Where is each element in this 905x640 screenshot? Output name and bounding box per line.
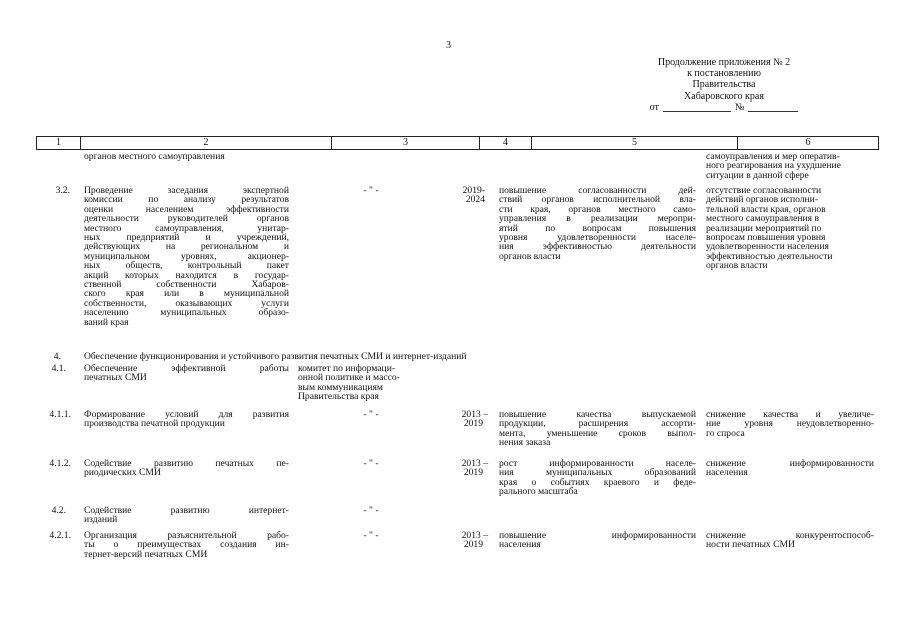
text-line: ния эффективностью деятельности	[499, 241, 696, 253]
text-line: оценки населением эффективности	[84, 203, 289, 215]
text-line: печатных СМИ	[84, 372, 147, 384]
text-line: повышение согласованности дей-	[499, 185, 696, 196]
text-line: населению муниципальных образо-	[84, 307, 289, 319]
number-blank	[748, 102, 798, 112]
text-line: 2013 –	[461, 458, 488, 469]
text-line: снижение конкурентоспособ-	[706, 530, 874, 541]
header-line-1: Продолжение приложения № 2	[657, 57, 791, 68]
text-line: риодических СМИ	[84, 467, 161, 479]
text-line: повышение качества выпускаемой	[499, 409, 696, 420]
header-line-3: Правительства	[692, 79, 756, 91]
row-title	[84, 531, 289, 559]
date-blank	[663, 102, 731, 112]
text-line: изданий	[84, 514, 118, 526]
text-line: Формирование условий для развития	[84, 409, 289, 420]
text-line: акций которых находится в государ-	[84, 269, 289, 281]
row-title: Обеспечение функционирования и устойчивого развития печатных СМИ и интернет-изданий	[84, 351, 467, 362]
row-title	[84, 459, 289, 478]
text-line: рост информированности населе-	[499, 458, 696, 469]
text-line: повышение информированности	[499, 530, 696, 541]
text-line: удовлетворенности населения	[706, 241, 829, 253]
text-line: комитет по информаци-	[298, 363, 396, 374]
text-line: ваний края	[84, 316, 129, 328]
text-line: мента, уменьшение сроков выпол-	[499, 427, 696, 439]
text-line: отсутствие согласованности	[706, 185, 822, 196]
text-line: уровня удовлетворенности населе-	[499, 232, 696, 244]
text-line: Проведение заседания экспертной	[84, 185, 289, 196]
row-title	[84, 410, 289, 429]
table-column-header	[36, 136, 879, 150]
text-line: самоуправления и мер оператив-	[706, 151, 840, 162]
text-line: вопросам повышения уровня	[706, 232, 826, 244]
text-line: рального масштаба	[499, 486, 578, 498]
row-risk	[706, 531, 874, 550]
row-risk	[706, 410, 874, 438]
text-line: сти края, органов местного само-	[499, 203, 696, 215]
row-years	[443, 531, 488, 550]
text-line: ных предприятий и учреждений,	[84, 232, 289, 244]
text-line: 2013 –	[461, 530, 488, 541]
text-line: комиссии по анализу результатов	[84, 194, 289, 206]
row-executor: - " -	[363, 185, 379, 196]
text-line: 2019	[463, 539, 483, 551]
text-line: тельной власти края, органов	[706, 203, 826, 215]
row-title	[84, 364, 289, 383]
text-line: муниципальном уровнях, акционер-	[84, 250, 289, 262]
text-line: населения	[499, 539, 541, 551]
column-header-6: 6	[805, 137, 811, 148]
continuation-col2: органов местного самоуправления	[84, 151, 225, 162]
text-line: управления в реализации меропри-	[499, 213, 696, 225]
row-number: 4.2.1.	[49, 530, 71, 541]
text-line: ности печатных СМИ	[706, 539, 795, 551]
text-line: края о событиях краевого и феде-	[499, 476, 696, 488]
text-line: собственности, оказывающих услуги	[84, 297, 289, 309]
text-line: Содействие развитию печатных пе-	[84, 458, 289, 469]
text-line: онной политике и массо-	[298, 372, 400, 384]
text-line: ного реагирования на ухудшение	[706, 160, 841, 172]
row-number: 4.1.1.	[49, 409, 71, 420]
text-line: ных обществ, контрольный пакет	[84, 260, 289, 272]
text-line: Обеспечение эффективной работы	[84, 363, 289, 374]
row-years	[443, 459, 488, 478]
column-header-4: 4	[480, 137, 532, 149]
row-executor	[298, 364, 438, 402]
text-line: ятий по вопросам повышения	[499, 222, 696, 234]
row-title	[84, 506, 289, 525]
column-header-3: 3	[332, 137, 480, 149]
text-line: ствий органов исполнительной вла-	[499, 194, 696, 206]
text-line: ние уровня неудовлетворенно-	[706, 418, 874, 430]
text-line: органов власти	[706, 260, 768, 272]
header-line-4: Хабаровского края	[684, 90, 764, 102]
row-result	[499, 459, 696, 497]
text-line: го спроса	[706, 427, 745, 439]
text-line: 2024	[465, 194, 485, 206]
text-line: нения заказа	[499, 437, 551, 449]
row-executor: - " -	[363, 505, 379, 516]
text-line: Организация разъяснительной рабо-	[84, 530, 289, 541]
row-years	[443, 410, 488, 429]
text-line: органов власти	[499, 250, 561, 262]
row-years	[443, 186, 485, 205]
row-number: 4.1.	[51, 363, 66, 374]
text-line: снижение качества и увеличе-	[706, 409, 874, 420]
column-header-1: 1	[37, 137, 81, 149]
text-line: снижение информированности	[706, 458, 874, 469]
text-line: деятельности руководителей органов	[84, 213, 289, 225]
text-line: эффективностью деятельности	[706, 250, 833, 262]
row-risk	[706, 459, 874, 478]
text-line: 2019	[463, 418, 483, 430]
row-executor: - " -	[363, 458, 379, 469]
text-line: действующих на региональном и	[84, 241, 289, 253]
text-line: ского края или в муниципальной	[84, 288, 289, 300]
text-line: местного самоуправления в	[706, 213, 820, 225]
text-line: 2019	[463, 467, 483, 479]
text-line: действий органов исполни-	[706, 194, 819, 206]
text-line: производства печатной продукции	[84, 418, 225, 430]
text-line: Правительства края	[298, 391, 379, 403]
appendix-header	[620, 57, 828, 113]
text-line: ния муниципальных образований	[499, 467, 696, 479]
header-line-2: к постановлению	[687, 68, 761, 80]
row-risk	[706, 186, 856, 271]
row-executor: - " -	[363, 530, 379, 541]
row-result	[499, 410, 696, 448]
number-prefix: №	[734, 101, 745, 113]
text-line: местного самоуправления, унитар-	[84, 222, 289, 234]
column-header-2: 2	[81, 137, 332, 149]
row-result	[499, 531, 696, 550]
text-line: продукции, расширения ассорти-	[499, 418, 696, 430]
text-line: ситуации в данной сфере	[706, 169, 809, 181]
text-line: 2019-	[462, 185, 485, 196]
row-number: 4.2.	[51, 505, 66, 516]
text-line: Содействие развитию интернет-	[84, 505, 289, 516]
date-prefix: от	[649, 101, 659, 113]
text-line: населения	[706, 467, 748, 479]
text-line: ственной собственности Хабаров-	[84, 279, 289, 291]
row-number: 4.	[53, 351, 61, 362]
row-title	[84, 186, 289, 327]
text-line: вым коммуникациям	[298, 381, 383, 393]
text-line: ты о преимуществах создания ин-	[84, 539, 289, 551]
row-result	[499, 186, 696, 261]
header-date-line	[620, 102, 828, 113]
text-line: тернет-версий печатных СМИ	[84, 548, 208, 560]
column-header-5: 5	[532, 137, 738, 149]
text-line: реализации мероприятий по	[706, 222, 822, 234]
row-number: 4.1.2.	[49, 458, 71, 469]
text-line: 2013 –	[461, 409, 488, 420]
continuation-col6	[706, 152, 841, 180]
row-executor: - " -	[363, 409, 379, 420]
row-number: 3.2.	[55, 185, 70, 196]
page-number: 3	[446, 40, 451, 51]
